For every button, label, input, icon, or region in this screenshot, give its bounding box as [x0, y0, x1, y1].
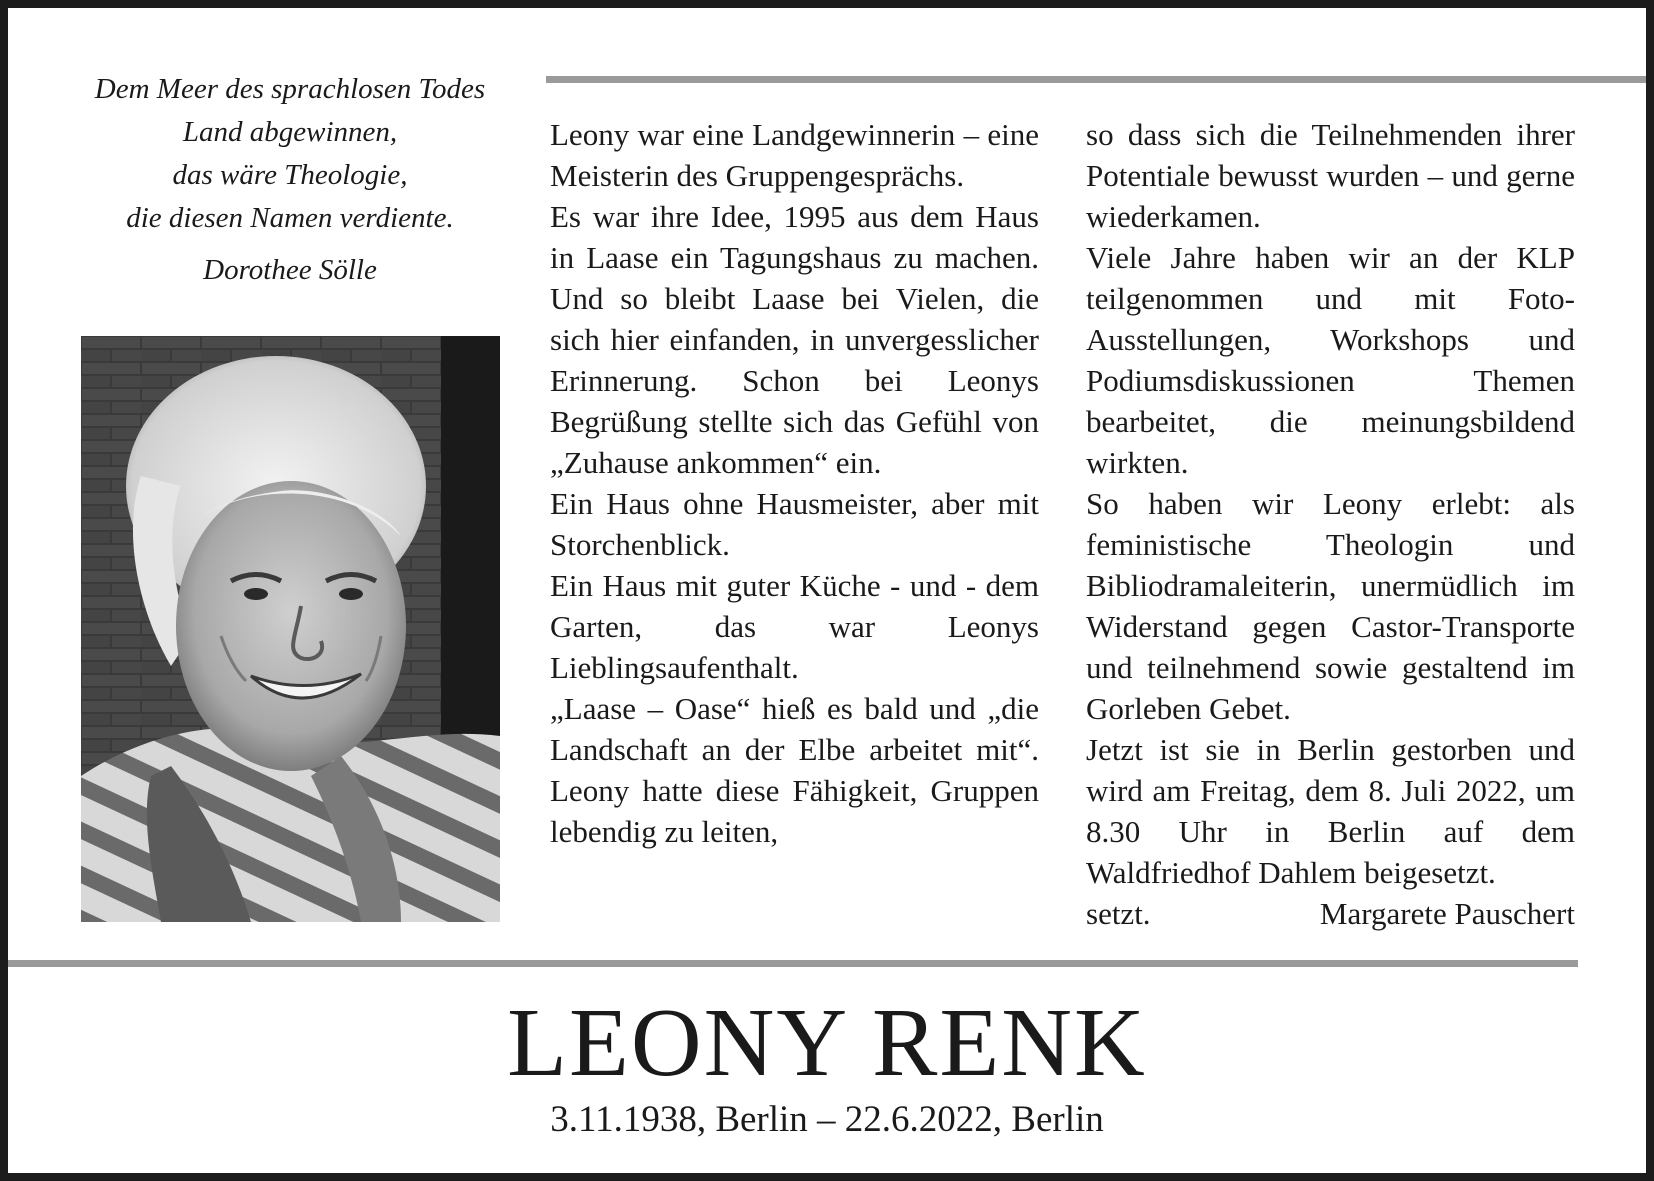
quote-line: Dem Meer des sprachlosen Todes: [94, 73, 486, 105]
epigraph-quote: [60, 68, 520, 292]
portrait-photo: [81, 336, 500, 922]
quote-author: Dorothee Sölle: [203, 254, 377, 286]
quote-line: das wäre Theologie,: [172, 159, 408, 191]
paragraph: So haben wir Leony erlebt: als feministische Theologin und Bibliodramaleiterin, unermüdlich im Widerstand gegen Castor-Transporte und teilnehmend sowie gestaltend im Gorleben Gebet.: [1086, 486, 1575, 726]
paragraph: Ein Haus ohne Hausmeister, aber mit Storchenblick.: [550, 486, 1039, 562]
quote-line: Land abgewinnen,: [182, 116, 398, 148]
paragraph: Leony war eine Landgewinnerin – eine Meisterin des Gruppengesprächs.: [550, 117, 1039, 193]
paragraph: Ein Haus mit guter Küche - und - dem Garten, das war Leonys Lieblingsaufenthalt.: [550, 568, 1039, 685]
paragraph: Es war ihre Idee, 1995 aus dem Haus in Laase ein Tagungshaus zu machen. Und so bleibt Laase bei Vielen, die sich hier einfanden, in unvergesslicher Erinnerung. Schon bei Leonys Begrüßung stellte sich das Gefühl von „Zuhause ankommen“ ein.: [550, 199, 1039, 480]
text-column-left: [550, 114, 1039, 852]
bottom-divider-rule: [8, 960, 1578, 967]
paragraph: so dass sich die Teilnehmenden ihrer Potentiale bewusst wurden – und gerne wiederkamen.: [1086, 117, 1575, 234]
deceased-name: LEONY RENK: [507, 989, 1147, 1097]
signoff-last-word: setzt.: [1086, 896, 1151, 931]
paragraph: „Laase – Oase“ hieß es bald und „die Landschaft an der Elbe arbeitet mit“. Leony hatte diese Fähigkeit, Gruppen lebendig zu leiten,: [550, 691, 1039, 849]
portrait-image: [81, 336, 500, 922]
author-signature: Margarete Pauschert: [1319, 896, 1575, 931]
top-divider-rule: [546, 76, 1646, 83]
quote-line: die diesen Namen verdiente.: [126, 202, 454, 234]
paragraph: Jetzt ist sie in Berlin gestorben und wird am Freitag, dem 8. Juli 2022, um 8.30 Uhr in Berlin auf dem Waldfriedhof Dahlem beigesetzt.: [1086, 732, 1575, 890]
text-column-right: [1086, 114, 1575, 934]
signoff-line: [1086, 893, 1575, 934]
paragraph: Viele Jahre haben wir an der KLP teilgenommen und mit Foto-Ausstellungen, Workshops und Podiumsdiskussionen Themen bearbeitet, die meinungsbildend wirkten.: [1086, 240, 1575, 480]
life-dates: 3.11.1938, Berlin – 22.6.2022, Berlin: [550, 1099, 1104, 1140]
